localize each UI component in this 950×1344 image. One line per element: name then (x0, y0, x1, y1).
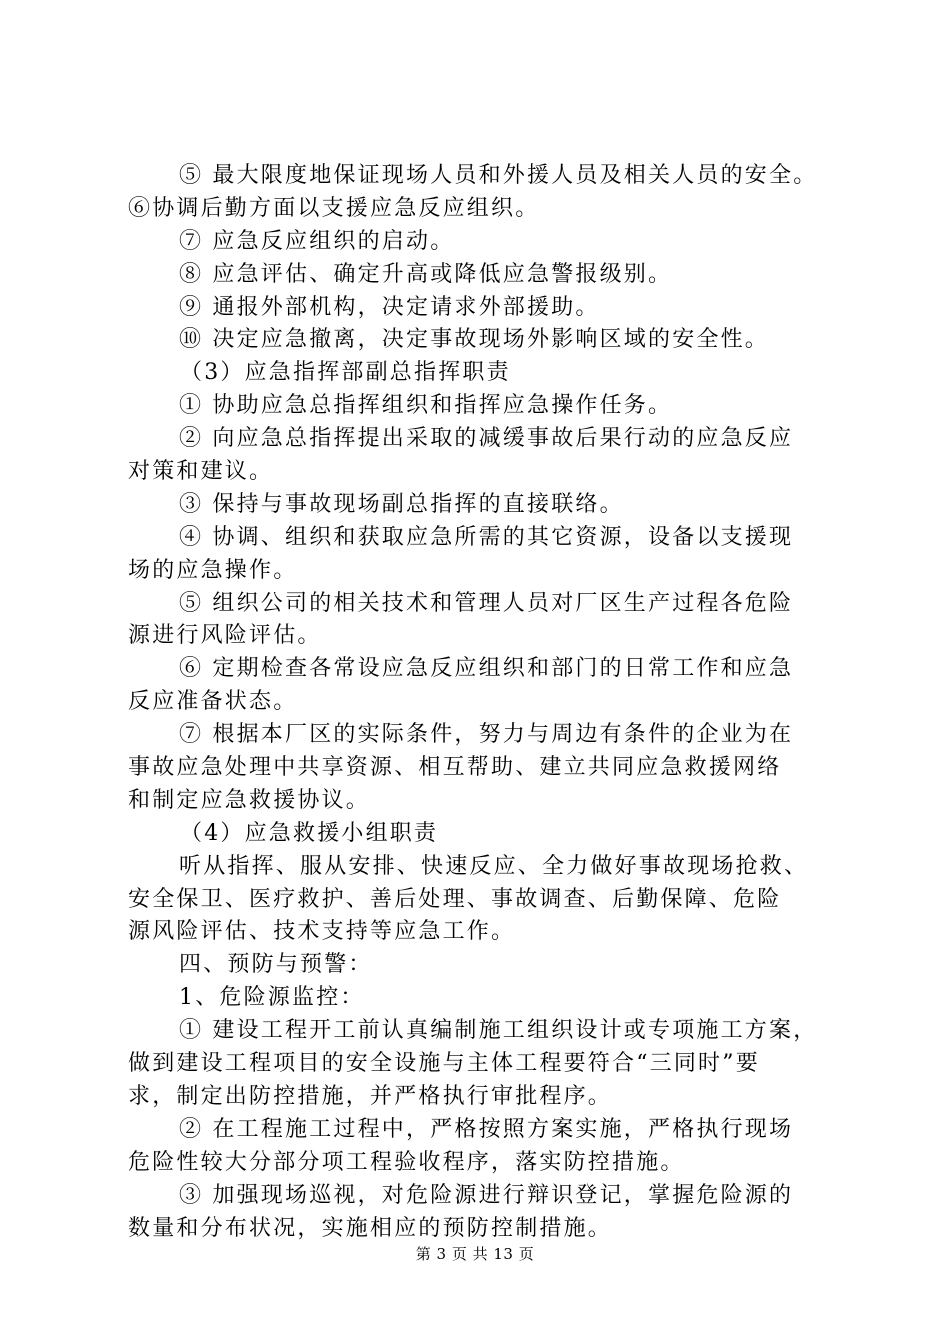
text-line: 反应准备状态。 (128, 689, 298, 715)
text-line: 数量和分布状况，实施相应的预防控制措施。 (128, 1215, 613, 1241)
text-line: ② 在工程施工过程中，严格按照方案实施，严格执行现场 (179, 1116, 794, 1142)
text-line: 事故应急处理中共享资源、相互帮助、建立共同应急救援网络 (128, 755, 782, 781)
text-line: ⑧ 应急评估、确定升高或降低应急警报级别。 (179, 261, 673, 287)
text-line: 对策和建议。 (128, 459, 274, 485)
text-line: 1、危险源监控： (179, 985, 365, 1011)
text-line: ③ 保持与事故现场副总指挥的直接联络。 (179, 491, 624, 517)
text-line: 求，制定出防控措施，并严格执行审批程序。 (128, 1083, 613, 1109)
text-line: ⑥协调后勤方面以支援应急反应组织。 (128, 195, 540, 221)
text-line: （4）应急救援小组职责 (180, 820, 439, 846)
text-line: ⑩ 决定应急撤离，决定事故现场外影响区域的安全性。 (179, 327, 769, 353)
page-footer: 第 3 页 共 13 页 (415, 1245, 535, 1263)
text-line: ⑨ 通报外部机构，决定请求外部援助。 (179, 294, 600, 320)
text-line: ⑤ 组织公司的相关技术和管理人员对厂区生产过程各危险 (179, 590, 794, 616)
text-line: ⑤ 最大限度地保证现场人员和外援人员及相关人员的安全。 (179, 163, 818, 188)
text-line: 源风险评估、技术支持等应急工作。 (128, 919, 516, 945)
body-text (128, 160, 848, 1245)
text-line: 源进行风险评估。 (128, 623, 322, 649)
text-line: ④ 协调、组织和获取应急所需的其它资源，设备以支援现 (179, 524, 794, 550)
text-line: 场的应急操作。 (128, 557, 298, 583)
text-line: ① 建设工程开工前认真编制施工组织设计或专项施工方案， (179, 1018, 818, 1044)
text-line: 和制定应急救援协议。 (128, 787, 371, 813)
text-line: 安全保卫、医疗救护、善后处理、事故调查、后勤保障、危险 (128, 886, 782, 912)
text-line: ⑦ 根据本厂区的实际条件，努力与周边有条件的企业为在 (179, 722, 794, 748)
text-line: 四、预防与预警： (179, 952, 373, 978)
text-line: ① 协助应急总指挥组织和指挥应急操作任务。 (179, 393, 673, 419)
text-line: ② 向应急总指挥提出采取的减缓事故后果行动的应急反应 (179, 426, 794, 452)
text-line: ⑥ 定期检查各常设应急反应组织和部门的日常工作和应急 (179, 656, 794, 682)
text-line: 危险性较大分部分项工程验收程序，落实防控措施。 (128, 1149, 685, 1175)
text-line: 听从指挥、服从安排、快速反应、全力做好事故现场抢救、 (179, 853, 809, 879)
text-line: 做到建设工程项目的安全设施与主体工程要符合“三同时”要 (128, 1051, 760, 1077)
text-line: ⑦ 应急反应组织的启动。 (179, 228, 455, 254)
text-line: ③ 加强现场巡视，对危险源进行辩识登记，掌握危险源的 (179, 1182, 794, 1208)
text-line: （3）应急指挥部副总指挥职责 (180, 360, 511, 386)
